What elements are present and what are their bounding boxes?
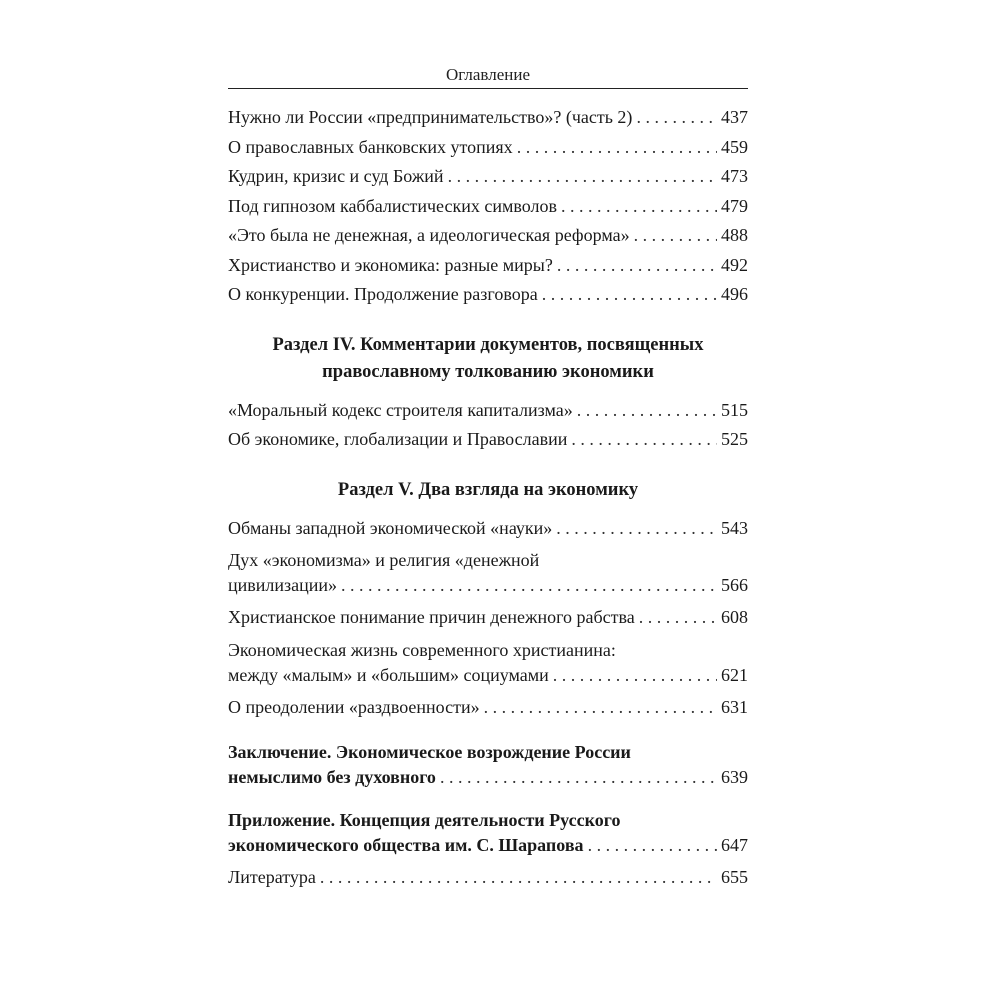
toc-entry-page: 608: [721, 607, 748, 627]
toc-entry-page: 566: [721, 575, 748, 595]
toc-entry-title: Обманы западной экономической «науки»: [228, 517, 553, 538]
toc-entry[interactable]: [228, 133, 748, 163]
toc-entry[interactable]: [228, 221, 748, 251]
toc-entry-page: 621: [721, 664, 748, 685]
toc-entry-title: Христианство и экономика: разные миры?: [228, 254, 553, 275]
toc-entry-page: 437: [721, 107, 748, 127]
toc-entry[interactable]: [228, 192, 748, 222]
leader-dots: [636, 103, 717, 133]
toc-entry[interactable]: [228, 603, 748, 633]
toc-entry-title-line1: Дух «экономизма» и религия «денежной: [228, 550, 540, 570]
toc-entry[interactable]: [228, 280, 748, 310]
toc-entry-page: 525: [721, 429, 748, 449]
leader-dots: [553, 663, 717, 688]
toc-entry-title-line2: цивилизации»: [228, 575, 338, 595]
toc-entry-page: 492: [721, 254, 748, 275]
toc-entry[interactable]: [228, 103, 748, 133]
leader-dots: [639, 603, 717, 633]
leader-dots: [634, 221, 717, 251]
appendix-title-line2: экономического общества им. С. Шарапова: [228, 835, 584, 855]
toc-entry-page: 459: [721, 136, 748, 157]
leader-dots: [484, 693, 717, 723]
toc-entry-title: Об экономике, глобализации и Православии: [228, 429, 568, 449]
toc-entry-page: 473: [721, 166, 748, 186]
conclusion-title-line1: Заключение. Экономическое возрождение России: [228, 742, 631, 762]
toc-entry[interactable]: [228, 514, 748, 544]
running-head: Оглавление: [446, 65, 530, 84]
toc-page: [228, 62, 748, 893]
leader-dots: [320, 863, 717, 893]
toc-entry[interactable]: [228, 425, 748, 455]
toc-entry-multiline[interactable]: [228, 638, 748, 688]
toc-entry-page: 488: [721, 225, 748, 245]
toc-entry[interactable]: [228, 162, 748, 192]
leader-dots: [517, 133, 717, 163]
toc-entry-page: 479: [721, 195, 748, 216]
leader-dots: [556, 514, 717, 544]
conclusion-title-line2: немыслимо без духовного: [228, 767, 436, 787]
leader-dots: [542, 280, 717, 310]
toc-entry-page: 496: [721, 284, 748, 304]
toc-entry[interactable]: [228, 396, 748, 426]
leader-dots: [341, 573, 717, 598]
toc-entry-page: 631: [721, 696, 748, 717]
section-4-list: [228, 396, 748, 455]
section-5-list: [228, 514, 748, 723]
section-5-heading[interactable]: [228, 477, 748, 504]
toc-entry-page: 543: [721, 517, 748, 538]
toc-list-part1: [228, 103, 748, 310]
toc-entry-conclusion[interactable]: [228, 740, 748, 790]
toc-entry-title: Христианское понимание причин денежного рабства: [228, 607, 635, 627]
toc-entry[interactable]: [228, 693, 748, 723]
leader-dots: [448, 162, 717, 192]
section-4-heading-line2: православному толкованию экономики: [322, 361, 654, 382]
toc-entry-title: «Это была не денежная, а идеологическая реформа»: [228, 225, 630, 245]
toc-entry-page: 515: [721, 399, 748, 420]
header-rule: [228, 88, 748, 89]
toc-entry-multiline[interactable]: [228, 548, 748, 598]
section-5-heading-text: Раздел V. Два взгляда на экономику: [337, 479, 639, 500]
toc-entry-page: 639: [721, 767, 748, 787]
appendix-title-line1: Приложение. Концепция деятельности Русского: [228, 810, 621, 830]
toc-entry-title: О конкуренции. Продолжение разговора: [228, 284, 538, 304]
toc-entry-title: Под гипнозом каббалистических символов: [228, 195, 557, 216]
toc-entry-title: О преодолении «раздвоенности»: [228, 696, 480, 717]
section-4-heading-line1: Раздел IV. Комментарии документов, посвященных: [272, 334, 704, 355]
toc-entry-title: «Моральный кодекс строителя капитализма»: [228, 399, 573, 420]
toc-entry-title: О православных банковских утопиях: [228, 136, 513, 157]
toc-entry-page: 655: [721, 867, 748, 887]
leader-dots: [561, 192, 717, 222]
toc-entry-title-line1: Экономическая жизнь современного христианина:: [228, 639, 616, 660]
toc-entry-title-line2: между «малым» и «большим» социумами: [228, 664, 549, 685]
toc-entry[interactable]: [228, 251, 748, 281]
toc-entry-title: Литература: [228, 867, 316, 887]
toc-entry-title: Кудрин, кризис и суд Божий: [228, 166, 444, 186]
toc-entry-appendix[interactable]: [228, 808, 748, 858]
leader-dots: [571, 425, 717, 455]
leader-dots: [577, 396, 717, 426]
toc-entry-title: Нужно ли России «предпринимательство»? (часть 2): [228, 107, 633, 127]
section-4-heading[interactable]: [228, 332, 748, 386]
toc-entry-page: 647: [721, 835, 748, 855]
leader-dots: [557, 251, 717, 281]
toc-entry-literature[interactable]: [228, 863, 748, 893]
leader-dots: [588, 833, 717, 858]
leader-dots: [440, 765, 717, 790]
